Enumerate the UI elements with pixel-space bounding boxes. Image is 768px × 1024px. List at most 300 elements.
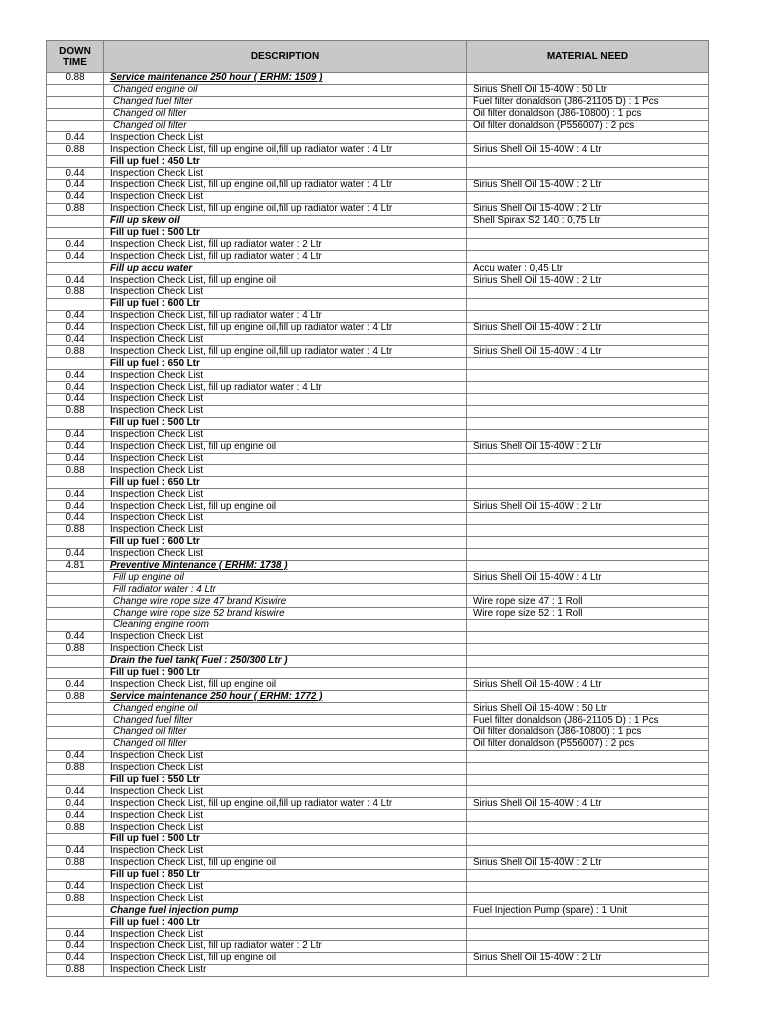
material-cell: Sirius Shell Oil 15-40W : 4 Ltr [467, 572, 709, 584]
description-cell [104, 715, 467, 727]
description-cell [104, 334, 467, 346]
material-cell: Sirius Shell Oil 15-40W : 4 Ltr [467, 144, 709, 156]
down-time-cell: 0.44 [47, 501, 104, 513]
description-cell [104, 905, 467, 917]
description-cell [104, 964, 467, 976]
description-text: Changed oil filter [113, 738, 187, 750]
table-row [47, 73, 709, 85]
down-time-cell [47, 655, 104, 667]
down-time-cell: 0.88 [47, 691, 104, 703]
down-time-cell: 0.44 [47, 453, 104, 465]
table-row [47, 298, 709, 310]
material-cell [467, 643, 709, 655]
description-text: Inspection Check List [110, 131, 204, 143]
description-text: Changed engine oil [113, 84, 198, 96]
description-text: Fill up fuel : 500 Ltr [110, 227, 200, 239]
description-text: Inspection Check List, fill up engine oil,fill up radiator water : 4 Ltr [110, 322, 393, 334]
description-cell [104, 346, 467, 358]
table-row [47, 453, 709, 465]
description-cell [104, 810, 467, 822]
description-text: Inspection Check List [110, 167, 204, 179]
down-time-cell: 0.44 [47, 750, 104, 762]
description-cell [104, 869, 467, 881]
table-row [47, 822, 709, 834]
table-row [47, 881, 709, 893]
down-time-cell: 0.88 [47, 144, 104, 156]
table-row [47, 905, 709, 917]
description-cell [104, 786, 467, 798]
table-row [47, 655, 709, 667]
material-cell [467, 298, 709, 310]
down-time-cell: 0.44 [47, 679, 104, 691]
down-time-cell [47, 96, 104, 108]
description-cell [104, 120, 467, 132]
description-cell [104, 536, 467, 548]
material-cell [467, 619, 709, 631]
material-cell [467, 631, 709, 643]
material-cell [467, 881, 709, 893]
table-row [47, 643, 709, 655]
description-text: Inspection Check List [110, 393, 204, 405]
material-cell: Sirius Shell Oil 15-40W : 50 Ltr [467, 84, 709, 96]
description-cell [104, 941, 467, 953]
down-time-cell [47, 905, 104, 917]
material-cell: Oil filter donaldson (P556007) : 2 pcs [467, 120, 709, 132]
down-time-cell: 0.44 [47, 180, 104, 192]
material-cell [467, 370, 709, 382]
description-cell [104, 608, 467, 620]
down-time-cell: 0.44 [47, 941, 104, 953]
material-cell [467, 489, 709, 501]
table-row [47, 227, 709, 239]
table-row [47, 572, 709, 584]
material-cell: Accu water : 0,45 Ltr [467, 263, 709, 275]
table-row [47, 845, 709, 857]
description-text: Inspection Check List, fill up engine oil [110, 274, 277, 286]
header-material-need: MATERIAL NEED [467, 41, 709, 73]
table-row [47, 762, 709, 774]
description-text: Inspection Check Listr [110, 964, 207, 976]
description-text: Inspection Check List [110, 762, 204, 774]
description-text: Fill up fuel : 500 Ltr [110, 417, 200, 429]
description-cell [104, 703, 467, 715]
description-cell [104, 631, 467, 643]
description-cell [104, 156, 467, 168]
material-cell: Sirius Shell Oil 15-40W : 2 Ltr [467, 275, 709, 287]
down-time-cell: 0.44 [47, 881, 104, 893]
table-row [47, 275, 709, 287]
description-cell [104, 441, 467, 453]
material-cell [467, 560, 709, 572]
description-text: Fill up fuel : 600 Ltr [110, 536, 200, 548]
material-cell: Oil filter donaldson (J86-10800) : 1 pcs [467, 726, 709, 738]
description-text: Fill up fuel : 600 Ltr [110, 298, 200, 310]
down-time-cell [47, 596, 104, 608]
table-row [47, 774, 709, 786]
header-down-time [47, 41, 104, 73]
description-text: Inspection Check List [110, 845, 204, 857]
description-text: Cleaning engine room [113, 619, 209, 631]
description-cell [104, 239, 467, 251]
material-cell [467, 834, 709, 846]
material-cell [467, 584, 709, 596]
down-time-cell: 0.44 [47, 251, 104, 263]
description-text: Fill up engine oil [113, 571, 184, 583]
material-cell [467, 810, 709, 822]
description-text: Service maintenance 250 hour ( ERHM: 1509 ) [110, 72, 323, 84]
description-cell [104, 643, 467, 655]
material-cell [467, 477, 709, 489]
down-time-cell [47, 703, 104, 715]
description-cell [104, 501, 467, 513]
table-row [47, 180, 709, 192]
table-row [47, 512, 709, 524]
table-row [47, 726, 709, 738]
table-row [47, 108, 709, 120]
description-text: Fill up skew oil [110, 215, 180, 227]
table-row [47, 120, 709, 132]
header-down-time-label: DOWN TIME [59, 45, 91, 68]
table-row [47, 417, 709, 429]
table-row [47, 144, 709, 156]
table-row [47, 667, 709, 679]
description-text: Inspection Check List, fill up radiator water : 4 Ltr [110, 310, 322, 322]
description-text: Changed oil filter [113, 120, 187, 131]
down-time-cell: 0.44 [47, 310, 104, 322]
description-cell [104, 251, 467, 263]
down-time-cell [47, 84, 104, 96]
down-time-cell: 0.44 [47, 786, 104, 798]
description-text: Fill up fuel : 400 Ltr [110, 916, 200, 928]
description-cell [104, 596, 467, 608]
material-cell [467, 191, 709, 203]
table-row [47, 191, 709, 203]
down-time-cell [47, 715, 104, 727]
material-cell: Fuel filter donaldson (J86-21105 D) : 1 Pcs [467, 96, 709, 108]
table-row [47, 857, 709, 869]
material-cell [467, 417, 709, 429]
material-cell: Sirius Shell Oil 15-40W : 2 Ltr [467, 180, 709, 192]
material-cell: Sirius Shell Oil 15-40W : 4 Ltr [467, 679, 709, 691]
description-cell [104, 691, 467, 703]
description-cell [104, 548, 467, 560]
description-text: Inspection Check List, fill up radiator water : 2 Ltr [110, 238, 322, 250]
description-text: Inspection Check List, fill up engine oil,fill up radiator water : 4 Ltr [110, 797, 393, 809]
description-cell [104, 572, 467, 584]
table-row [47, 215, 709, 227]
description-cell [104, 489, 467, 501]
material-cell [467, 382, 709, 394]
description-cell [104, 512, 467, 524]
down-time-cell [47, 263, 104, 275]
description-text: Inspection Check List [110, 548, 204, 560]
description-text: Change wire rope size 47 brand Kiswire [113, 595, 287, 607]
table-row [47, 358, 709, 370]
down-time-cell [47, 584, 104, 596]
description-cell [104, 929, 467, 941]
table-row [47, 679, 709, 691]
material-cell: Wire rope size 52 : 1 Roll [467, 608, 709, 620]
down-time-cell: 0.44 [47, 798, 104, 810]
description-text: Changed oil filter [113, 108, 187, 120]
table-header [47, 41, 709, 73]
description-cell [104, 726, 467, 738]
description-cell [104, 310, 467, 322]
description-text: Fill radiator water : 4 Ltr [113, 583, 216, 595]
material-cell [467, 548, 709, 560]
description-cell [104, 429, 467, 441]
table-row [47, 750, 709, 762]
description-text: Inspection Check List, fill up engine oil [110, 952, 277, 964]
description-text: Fill up accu water [110, 262, 193, 274]
table-row [47, 917, 709, 929]
down-time-cell: 0.44 [47, 845, 104, 857]
down-time-cell: 0.44 [47, 512, 104, 524]
down-time-cell [47, 608, 104, 620]
description-text: Change wire rope size 52 brand kiswire [113, 607, 285, 619]
table-row [47, 477, 709, 489]
description-cell [104, 881, 467, 893]
down-time-cell [47, 120, 104, 132]
table-row [47, 691, 709, 703]
down-time-cell [47, 619, 104, 631]
description-text: Inspection Check List [110, 643, 204, 655]
description-text: Inspection Check List [110, 524, 204, 536]
table-row [47, 798, 709, 810]
material-cell [467, 964, 709, 976]
description-cell [104, 358, 467, 370]
down-time-cell: 0.44 [47, 810, 104, 822]
description-cell [104, 584, 467, 596]
description-text: Fill up fuel : 650 Ltr [110, 357, 200, 369]
table-row [47, 489, 709, 501]
material-cell [467, 845, 709, 857]
table-row [47, 429, 709, 441]
description-cell [104, 762, 467, 774]
down-time-cell: 0.44 [47, 132, 104, 144]
description-text: Inspection Check List [110, 881, 204, 892]
material-cell [467, 73, 709, 85]
table-row [47, 251, 709, 263]
description-cell [104, 477, 467, 489]
material-cell: Sirius Shell Oil 15-40W : 2 Ltr [467, 322, 709, 334]
description-cell [104, 750, 467, 762]
description-cell [104, 453, 467, 465]
description-cell [104, 322, 467, 334]
description-cell [104, 524, 467, 536]
table-row [47, 322, 709, 334]
down-time-cell: 0.88 [47, 287, 104, 299]
table-row [47, 394, 709, 406]
material-cell: Sirius Shell Oil 15-40W : 2 Ltr [467, 501, 709, 513]
down-time-cell: 0.44 [47, 168, 104, 180]
material-cell: Sirius Shell Oil 15-40W : 4 Ltr [467, 346, 709, 358]
material-cell: Shell Spirax S2 140 : 0,75 Ltr [467, 215, 709, 227]
material-cell [467, 405, 709, 417]
description-text: Inspection Check List, fill up engine oil,fill up radiator water : 4 Ltr [110, 143, 393, 155]
down-time-cell [47, 667, 104, 679]
table-row [47, 310, 709, 322]
material-cell [467, 429, 709, 441]
material-cell: Fuel Injection Pump (spare) : 1 Unit [467, 905, 709, 917]
material-cell [467, 453, 709, 465]
down-time-cell [47, 227, 104, 239]
description-cell [104, 465, 467, 477]
description-cell [104, 834, 467, 846]
table-row [47, 84, 709, 96]
material-cell [467, 524, 709, 536]
description-text: Changed oil filter [113, 726, 187, 738]
down-time-cell: 0.88 [47, 524, 104, 536]
description-text: Inspection Check List, fill up radiator water : 4 Ltr [110, 381, 322, 393]
table-row [47, 703, 709, 715]
description-text: Inspection Check List, fill up engine oil [110, 857, 277, 869]
down-time-cell: 0.44 [47, 548, 104, 560]
down-time-cell [47, 358, 104, 370]
table-row [47, 952, 709, 964]
description-cell [104, 275, 467, 287]
description-cell [104, 822, 467, 834]
description-text: Fill up fuel : 550 Ltr [110, 774, 200, 785]
description-text: Inspection Check List, fill up radiator water : 4 Ltr [110, 250, 322, 262]
down-time-cell: 0.88 [47, 203, 104, 215]
down-time-cell [47, 215, 104, 227]
material-cell [467, 227, 709, 239]
material-cell: Sirius Shell Oil 15-40W : 2 Ltr [467, 441, 709, 453]
table-row [47, 501, 709, 513]
table-body [47, 73, 709, 977]
description-cell [104, 382, 467, 394]
material-cell [467, 239, 709, 251]
down-time-cell: 0.44 [47, 334, 104, 346]
table-row [47, 631, 709, 643]
material-cell [467, 536, 709, 548]
description-cell [104, 667, 467, 679]
table-row [47, 834, 709, 846]
down-time-cell: 0.44 [47, 382, 104, 394]
description-text: Inspection Check List, fill up radiator water : 2 Ltr [110, 940, 322, 952]
table-row [47, 370, 709, 382]
down-time-cell: 0.88 [47, 822, 104, 834]
description-text: Inspection Check List [110, 334, 204, 346]
description-cell [104, 738, 467, 750]
down-time-cell [47, 869, 104, 881]
description-cell [104, 203, 467, 215]
header-row [47, 41, 709, 73]
description-cell [104, 655, 467, 667]
description-cell [104, 845, 467, 857]
material-cell [467, 334, 709, 346]
down-time-cell: 0.88 [47, 893, 104, 905]
down-time-cell: 0.88 [47, 643, 104, 655]
material-cell [467, 132, 709, 144]
description-cell [104, 84, 467, 96]
down-time-cell: 0.44 [47, 631, 104, 643]
description-text: Inspection Check List, fill up engine oil,fill up radiator water : 4 Ltr [110, 179, 393, 191]
description-text: Inspection Check List [110, 191, 204, 203]
description-text: Inspection Check List [110, 488, 204, 500]
description-text: Fill up fuel : 900 Ltr [110, 667, 200, 678]
table-row [47, 441, 709, 453]
down-time-cell: 0.88 [47, 857, 104, 869]
down-time-cell [47, 917, 104, 929]
description-text: Inspection Check List, fill up engine oil,fill up radiator water : 4 Ltr [110, 203, 393, 215]
down-time-cell: 0.88 [47, 73, 104, 85]
description-text: Inspection Check List [110, 631, 204, 643]
down-time-cell [47, 108, 104, 120]
table-row [47, 263, 709, 275]
description-text: Preventive Mintenance ( ERHM: 1738 ) [110, 560, 288, 571]
description-cell [104, 73, 467, 85]
down-time-cell [47, 536, 104, 548]
description-text: Changed engine oil [113, 702, 198, 714]
material-cell [467, 750, 709, 762]
description-text: Inspection Check List, fill up engine oil [110, 441, 277, 453]
description-text: Inspection Check List, fill up engine oil,fill up radiator water : 4 Ltr [110, 345, 393, 357]
down-time-cell [47, 572, 104, 584]
description-cell [104, 560, 467, 572]
material-cell [467, 786, 709, 798]
down-time-cell: 0.44 [47, 429, 104, 441]
material-cell [467, 655, 709, 667]
maintenance-table [46, 40, 709, 977]
down-time-cell: 0.44 [47, 489, 104, 501]
description-text: Inspection Check List [110, 429, 204, 441]
table-row [47, 786, 709, 798]
table-row [47, 287, 709, 299]
down-time-cell: 0.44 [47, 394, 104, 406]
material-cell [467, 667, 709, 679]
table-row [47, 382, 709, 394]
table-row [47, 96, 709, 108]
down-time-cell: 0.44 [47, 275, 104, 287]
table-row [47, 346, 709, 358]
description-cell [104, 144, 467, 156]
table-row [47, 893, 709, 905]
material-cell: Sirius Shell Oil 15-40W : 2 Ltr [467, 952, 709, 964]
table-row [47, 964, 709, 976]
material-cell: Oil filter donaldson (J86-10800) : 1 pcs [467, 108, 709, 120]
table-row [47, 941, 709, 953]
material-cell [467, 917, 709, 929]
material-cell [467, 358, 709, 370]
description-cell [104, 798, 467, 810]
down-time-cell: 0.44 [47, 441, 104, 453]
description-cell [104, 180, 467, 192]
description-cell [104, 917, 467, 929]
material-cell: Sirius Shell Oil 15-40W : 2 Ltr [467, 203, 709, 215]
description-cell [104, 132, 467, 144]
description-text: Service maintenance 250 hour ( ERHM: 1772 ) [110, 690, 323, 702]
down-time-cell: 0.44 [47, 952, 104, 964]
description-cell [104, 108, 467, 120]
down-time-cell: 0.44 [47, 191, 104, 203]
down-time-cell [47, 298, 104, 310]
down-time-cell: 0.44 [47, 929, 104, 941]
description-text: Inspection Check List, fill up engine oil [110, 678, 277, 690]
description-text: Fill up fuel : 500 Ltr [110, 833, 200, 845]
description-cell [104, 417, 467, 429]
table-row [47, 132, 709, 144]
table-row [47, 239, 709, 251]
material-cell [467, 774, 709, 786]
description-text: Inspection Check List [110, 464, 204, 476]
down-time-cell [47, 834, 104, 846]
description-text: Fill up fuel : 450 Ltr [110, 155, 200, 167]
material-cell [467, 156, 709, 168]
down-time-cell: 0.88 [47, 465, 104, 477]
description-cell [104, 893, 467, 905]
